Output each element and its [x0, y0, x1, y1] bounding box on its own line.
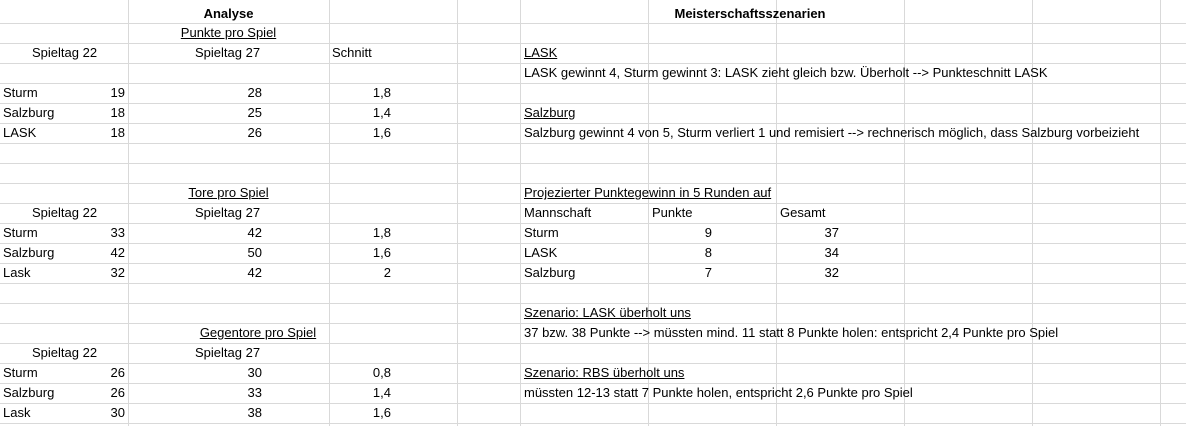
points-col-schnitt[interactable]: Schnitt: [332, 45, 372, 60]
goals-value-22[interactable]: 33: [110, 225, 125, 240]
against-value-22[interactable]: 30: [110, 405, 125, 420]
goals-value-22[interactable]: 42: [110, 245, 125, 260]
against-value-22[interactable]: 26: [110, 365, 125, 380]
points-value-27[interactable]: 25: [247, 105, 262, 120]
points-team[interactable]: Sturm: [3, 85, 38, 100]
row-divider: [0, 243, 1186, 244]
against-col-spieltag22[interactable]: Spieltag 22: [32, 345, 98, 360]
against-value-22[interactable]: 26: [110, 385, 125, 400]
row-divider: [0, 343, 1186, 344]
against-value-27[interactable]: 38: [247, 405, 262, 420]
goals-team[interactable]: Lask: [3, 265, 31, 280]
goals-value-22[interactable]: 32: [110, 265, 125, 280]
points-team[interactable]: Salzburg: [3, 105, 55, 120]
scenario-rbs-text[interactable]: müssten 12-13 statt 7 Punkte holen, entspricht 2,6 Punkte pro Spiel: [524, 385, 913, 400]
goals-col-spieltag27[interactable]: Spieltag 27: [195, 205, 261, 220]
projection-team[interactable]: LASK: [524, 245, 558, 260]
goals-value-27[interactable]: 42: [247, 225, 262, 240]
salzburg-text[interactable]: Salzburg gewinnt 4 von 5, Sturm verliert 1 und remisiert --> rechnerisch möglich, dass Salzburg vorbeizieht: [524, 125, 1140, 140]
row-divider: [0, 143, 1186, 144]
projection-points[interactable]: 9: [704, 225, 712, 240]
points-col-spieltag22[interactable]: Spieltag 22: [32, 45, 98, 60]
against-team[interactable]: Sturm: [3, 365, 38, 380]
scenario-lask-title[interactable]: Szenario: LASK überholt uns: [524, 305, 691, 320]
projection-points[interactable]: 7: [704, 265, 712, 280]
row-divider: [0, 203, 1186, 204]
row-divider: [0, 403, 1186, 404]
goals-col-spieltag22[interactable]: Spieltag 22: [32, 205, 98, 220]
projection-team[interactable]: Sturm: [524, 225, 559, 240]
against-title[interactable]: Gegentore pro Spiel: [199, 325, 317, 340]
goals-team[interactable]: Sturm: [3, 225, 38, 240]
projection-total[interactable]: 32: [824, 265, 839, 280]
lask-text[interactable]: LASK gewinnt 4, Sturm gewinnt 3: LASK zieht gleich bzw. Überholt --> Punkteschnitt LASK: [524, 65, 1048, 80]
projection-col-punkte[interactable]: Punkte: [652, 205, 693, 220]
against-average[interactable]: 1,4: [372, 385, 391, 400]
row-divider: [0, 423, 1186, 424]
goals-average[interactable]: 1,6: [372, 245, 391, 260]
szenarien-header[interactable]: Meisterschaftsszenarien: [674, 6, 826, 21]
lask-title[interactable]: LASK: [524, 45, 558, 60]
against-average[interactable]: 0,8: [372, 365, 391, 380]
analyse-header[interactable]: Analyse: [203, 6, 254, 21]
row-divider: [0, 263, 1186, 264]
row-divider: [0, 103, 1186, 104]
against-col-spieltag27[interactable]: Spieltag 27: [195, 345, 261, 360]
against-team[interactable]: Lask: [3, 405, 31, 420]
points-average[interactable]: 1,6: [372, 125, 391, 140]
against-value-27[interactable]: 30: [247, 365, 262, 380]
points-value-22[interactable]: 19: [110, 85, 125, 100]
goals-value-27[interactable]: 50: [247, 245, 262, 260]
scenario-rbs-title[interactable]: Szenario: RBS überholt uns: [524, 365, 685, 380]
points-team[interactable]: LASK: [3, 125, 37, 140]
row-divider: [0, 43, 1186, 44]
row-divider: [0, 83, 1186, 84]
points-value-22[interactable]: 18: [110, 125, 125, 140]
points-value-22[interactable]: 18: [110, 105, 125, 120]
goals-value-27[interactable]: 42: [247, 265, 262, 280]
salzburg-title[interactable]: Salzburg: [524, 105, 576, 120]
row-divider: [0, 163, 1186, 164]
points-col-spieltag27[interactable]: Spieltag 27: [195, 45, 261, 60]
goals-average[interactable]: 1,8: [372, 225, 391, 240]
points-title[interactable]: Punkte pro Spiel: [180, 25, 277, 40]
goals-average[interactable]: 2: [383, 265, 391, 280]
projection-total[interactable]: 37: [824, 225, 839, 240]
projection-points[interactable]: 8: [704, 245, 712, 260]
points-average[interactable]: 1,8: [372, 85, 391, 100]
row-divider: [0, 223, 1186, 224]
projection-col-mannschaft[interactable]: Mannschaft: [524, 205, 592, 220]
points-value-27[interactable]: 28: [247, 85, 262, 100]
scenario-lask-text[interactable]: 37 bzw. 38 Punkte --> müssten mind. 11 statt 8 Punkte holen: entspricht 2,4 Punkte pro Spiel: [524, 325, 1059, 340]
against-value-27[interactable]: 33: [247, 385, 262, 400]
against-average[interactable]: 1,6: [372, 405, 391, 420]
projection-title[interactable]: Projezierter Punktegewinn in 5 Runden auf: [524, 185, 772, 200]
projection-total[interactable]: 34: [824, 245, 839, 260]
goals-title[interactable]: Tore pro Spiel: [188, 185, 269, 200]
against-team[interactable]: Salzburg: [3, 385, 55, 400]
points-average[interactable]: 1,4: [372, 105, 391, 120]
points-value-27[interactable]: 26: [247, 125, 262, 140]
projection-col-gesamt[interactable]: Gesamt: [780, 205, 826, 220]
goals-team[interactable]: Salzburg: [3, 245, 55, 260]
row-divider: [0, 283, 1186, 284]
projection-team[interactable]: Salzburg: [524, 265, 576, 280]
